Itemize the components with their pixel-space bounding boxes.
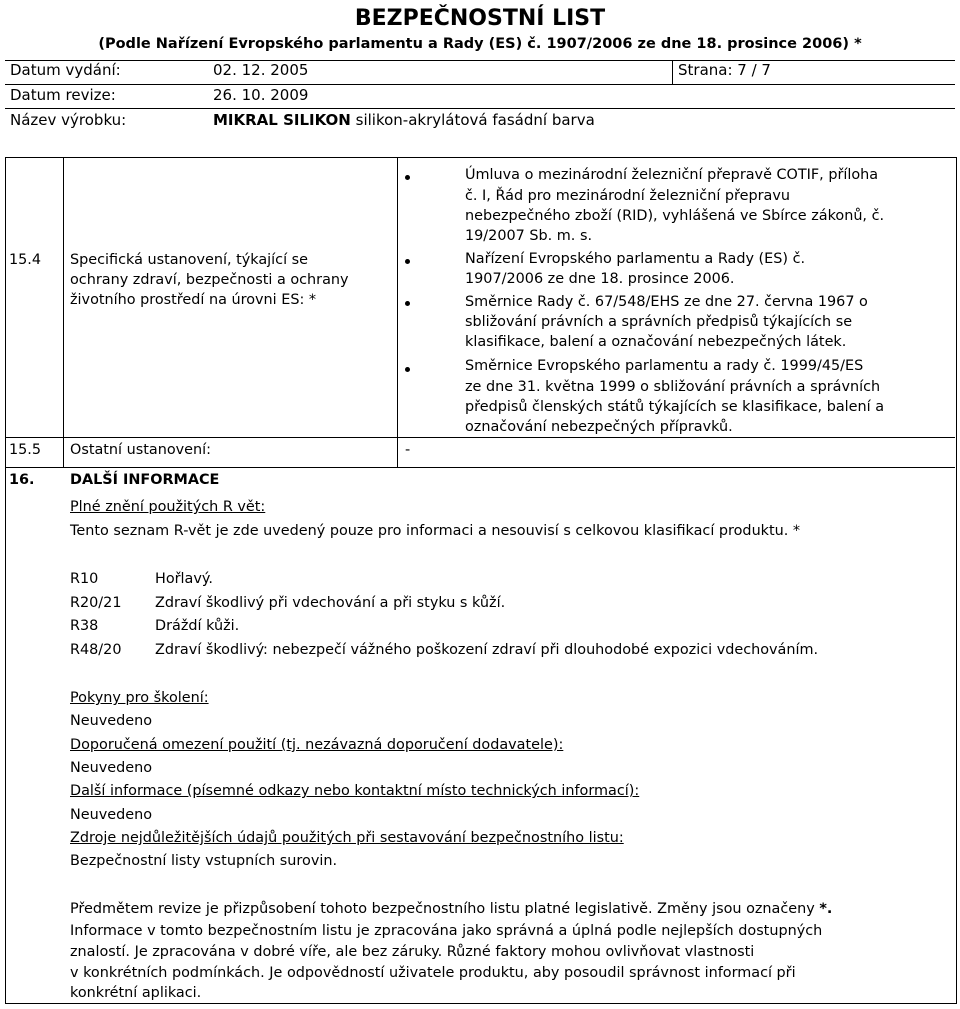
r-phrase-code: R48/20 [70, 642, 122, 658]
r-phrases-heading: Plné znění použitých R vět: [70, 499, 266, 515]
legislation-item-line: předpisů členských států týkajících se klasifikace, balení a [465, 399, 885, 415]
document-title: BEZPEČNOSTNÍ LIST [354, 6, 606, 31]
bullet-icon [405, 301, 410, 306]
legislation-item-line: Směrnice Rady č. 67/548/EHS ze dne 27. června 1967 o [465, 294, 868, 310]
section-15-4-label-line: životního prostředí na úrovni ES: * [70, 292, 317, 308]
pokyny-value: Neuvedeno [70, 713, 153, 729]
legislation-item-line: 19/2007 Sb. m. s. [465, 228, 593, 244]
datum-vydani-value: 02. 12. 2005 [213, 61, 309, 79]
legislation-item-line: č. I, Řád pro mezinárodní železniční přepravu [465, 188, 791, 204]
nazev-vyrobku-label: Název výrobku: [10, 111, 127, 129]
disclaimer-line: konkrétní aplikaci. [70, 985, 202, 1001]
header-vertical-divider [672, 60, 673, 84]
r-phrase-text: Zdraví škodlivý při vdechování a při styku s kůží. [155, 595, 506, 611]
section-number-15-4: 15.4 [9, 252, 42, 268]
dalsi-informace-heading: Další informace (písemné odkazy nebo kontaktní místo technických informací): [70, 783, 640, 799]
revize-star: *. [819, 901, 833, 917]
zdroje-value: Bezpečnostní listy vstupních surovin. [70, 853, 338, 869]
legislation-item-line: klasifikace, balení a označování nebezpečných látek. [465, 334, 847, 350]
disclaimer-line: Informace v tomto bezpečnostním listu je zpracována jako správná a úplná podle nejlepších dostupných [70, 923, 823, 939]
disclaimer-line: v konkrétních podmínkách. Je odpovědností uživatele produktu, aby posoudil správnost informací při [70, 965, 796, 981]
section-15-4-label-line: Specifická ustanovení, týkající se [70, 252, 309, 268]
header-divider [5, 84, 955, 85]
datum-revize-label: Datum revize: [10, 86, 116, 104]
header-divider [5, 108, 955, 109]
legislation-item-line: ze dne 31. května 1999 o sbližování právních a správních [465, 379, 881, 395]
section-15-4-label-line: ochrany zdraví, bezpečnosti a ochrany [70, 272, 349, 288]
legislation-item-line: označování nebezpečných přípravků. [465, 419, 733, 435]
table-col-divider [63, 157, 64, 467]
legislation-item-line: sbližování právních a správních předpisů týkajících se [465, 314, 853, 330]
disclaimer-line: znalostí. Je zpracována v dobré víře, ale bez záruky. Různé faktory mohou ovlivňovat vlastnosti [70, 944, 755, 960]
bullet-icon [405, 259, 410, 264]
r-phrase-text: Dráždí kůži. [155, 618, 240, 634]
section-15-5-value: - [405, 442, 411, 458]
legislation-item-line: Směrnice Evropského parlamentu a rady č. 1999/45/ES [465, 358, 864, 374]
bullet-icon [405, 175, 410, 180]
datum-vydani-label: Datum vydání: [10, 61, 121, 79]
section-number-16: 16. [9, 472, 35, 488]
dalsi-informace-value: Neuvedeno [70, 807, 153, 823]
legislation-item-line: Nařízení Evropského parlamentu a Rady (ES) č. [465, 251, 806, 267]
product-description: silikon-akrylátová fasádní barva [350, 111, 595, 129]
header-divider [5, 60, 955, 61]
nazev-vyrobku-value [213, 111, 595, 129]
row-divider [5, 467, 955, 468]
zdroje-heading: Zdroje nejdůležitějších údajů použitých při sestavování bezpečnostního listu: [70, 830, 624, 846]
table-col-divider [397, 157, 398, 467]
omezeni-heading: Doporučená omezení použití (tj. nezávazná doporučení dodavatele): [70, 737, 564, 753]
omezeni-value: Neuvedeno [70, 760, 153, 776]
datum-revize-value: 26. 10. 2009 [213, 86, 309, 104]
page-number: Strana: 7 / 7 [678, 61, 771, 79]
section-15-5-label: Ostatní ustanovení: [70, 442, 211, 458]
legislation-item-line: 1907/2006 ze dne 18. prosince 2006. [465, 271, 735, 287]
revize-text: Předmětem revize je přizpůsobení tohoto bezpečnostního listu platné legislativě. Změny jsou označeny [70, 901, 820, 917]
legislation-item-line: nebezpečného zboží (RID), vyhlášená ve Sbírce zákonů, č. [465, 208, 885, 224]
pokyny-heading: Pokyny pro školení: [70, 690, 209, 706]
r-phrase-text: Hořlavý. [155, 571, 213, 587]
section-number-15-5: 15.5 [9, 442, 42, 458]
r-phrase-code: R38 [70, 618, 99, 634]
revize-note [70, 899, 832, 920]
r-phrase-code: R20/21 [70, 595, 122, 611]
r-phrase-code: R10 [70, 571, 99, 587]
document-subtitle: (Podle Nařízení Evropského parlamentu a Rady (ES) č. 1907/2006 ze dne 18. prosince 2006) * [98, 36, 862, 52]
bullet-icon [405, 367, 410, 372]
section-16-title: DALŠÍ INFORMACE [70, 472, 220, 488]
r-phrases-note: Tento seznam R-vět je zde uvedený pouze pro informaci a nesouvisí s celkovou klasifikací produktu. * [70, 523, 801, 539]
r-phrase-text: Zdraví škodlivý: nebezpečí vážného poškození zdraví při dlouhodobé expozici vdechováním. [155, 642, 819, 658]
product-name: MIKRAL SILIKON [213, 111, 351, 129]
legislation-item-line: Úmluva o mezinárodní železniční přepravě COTIF, příloha [465, 167, 879, 183]
